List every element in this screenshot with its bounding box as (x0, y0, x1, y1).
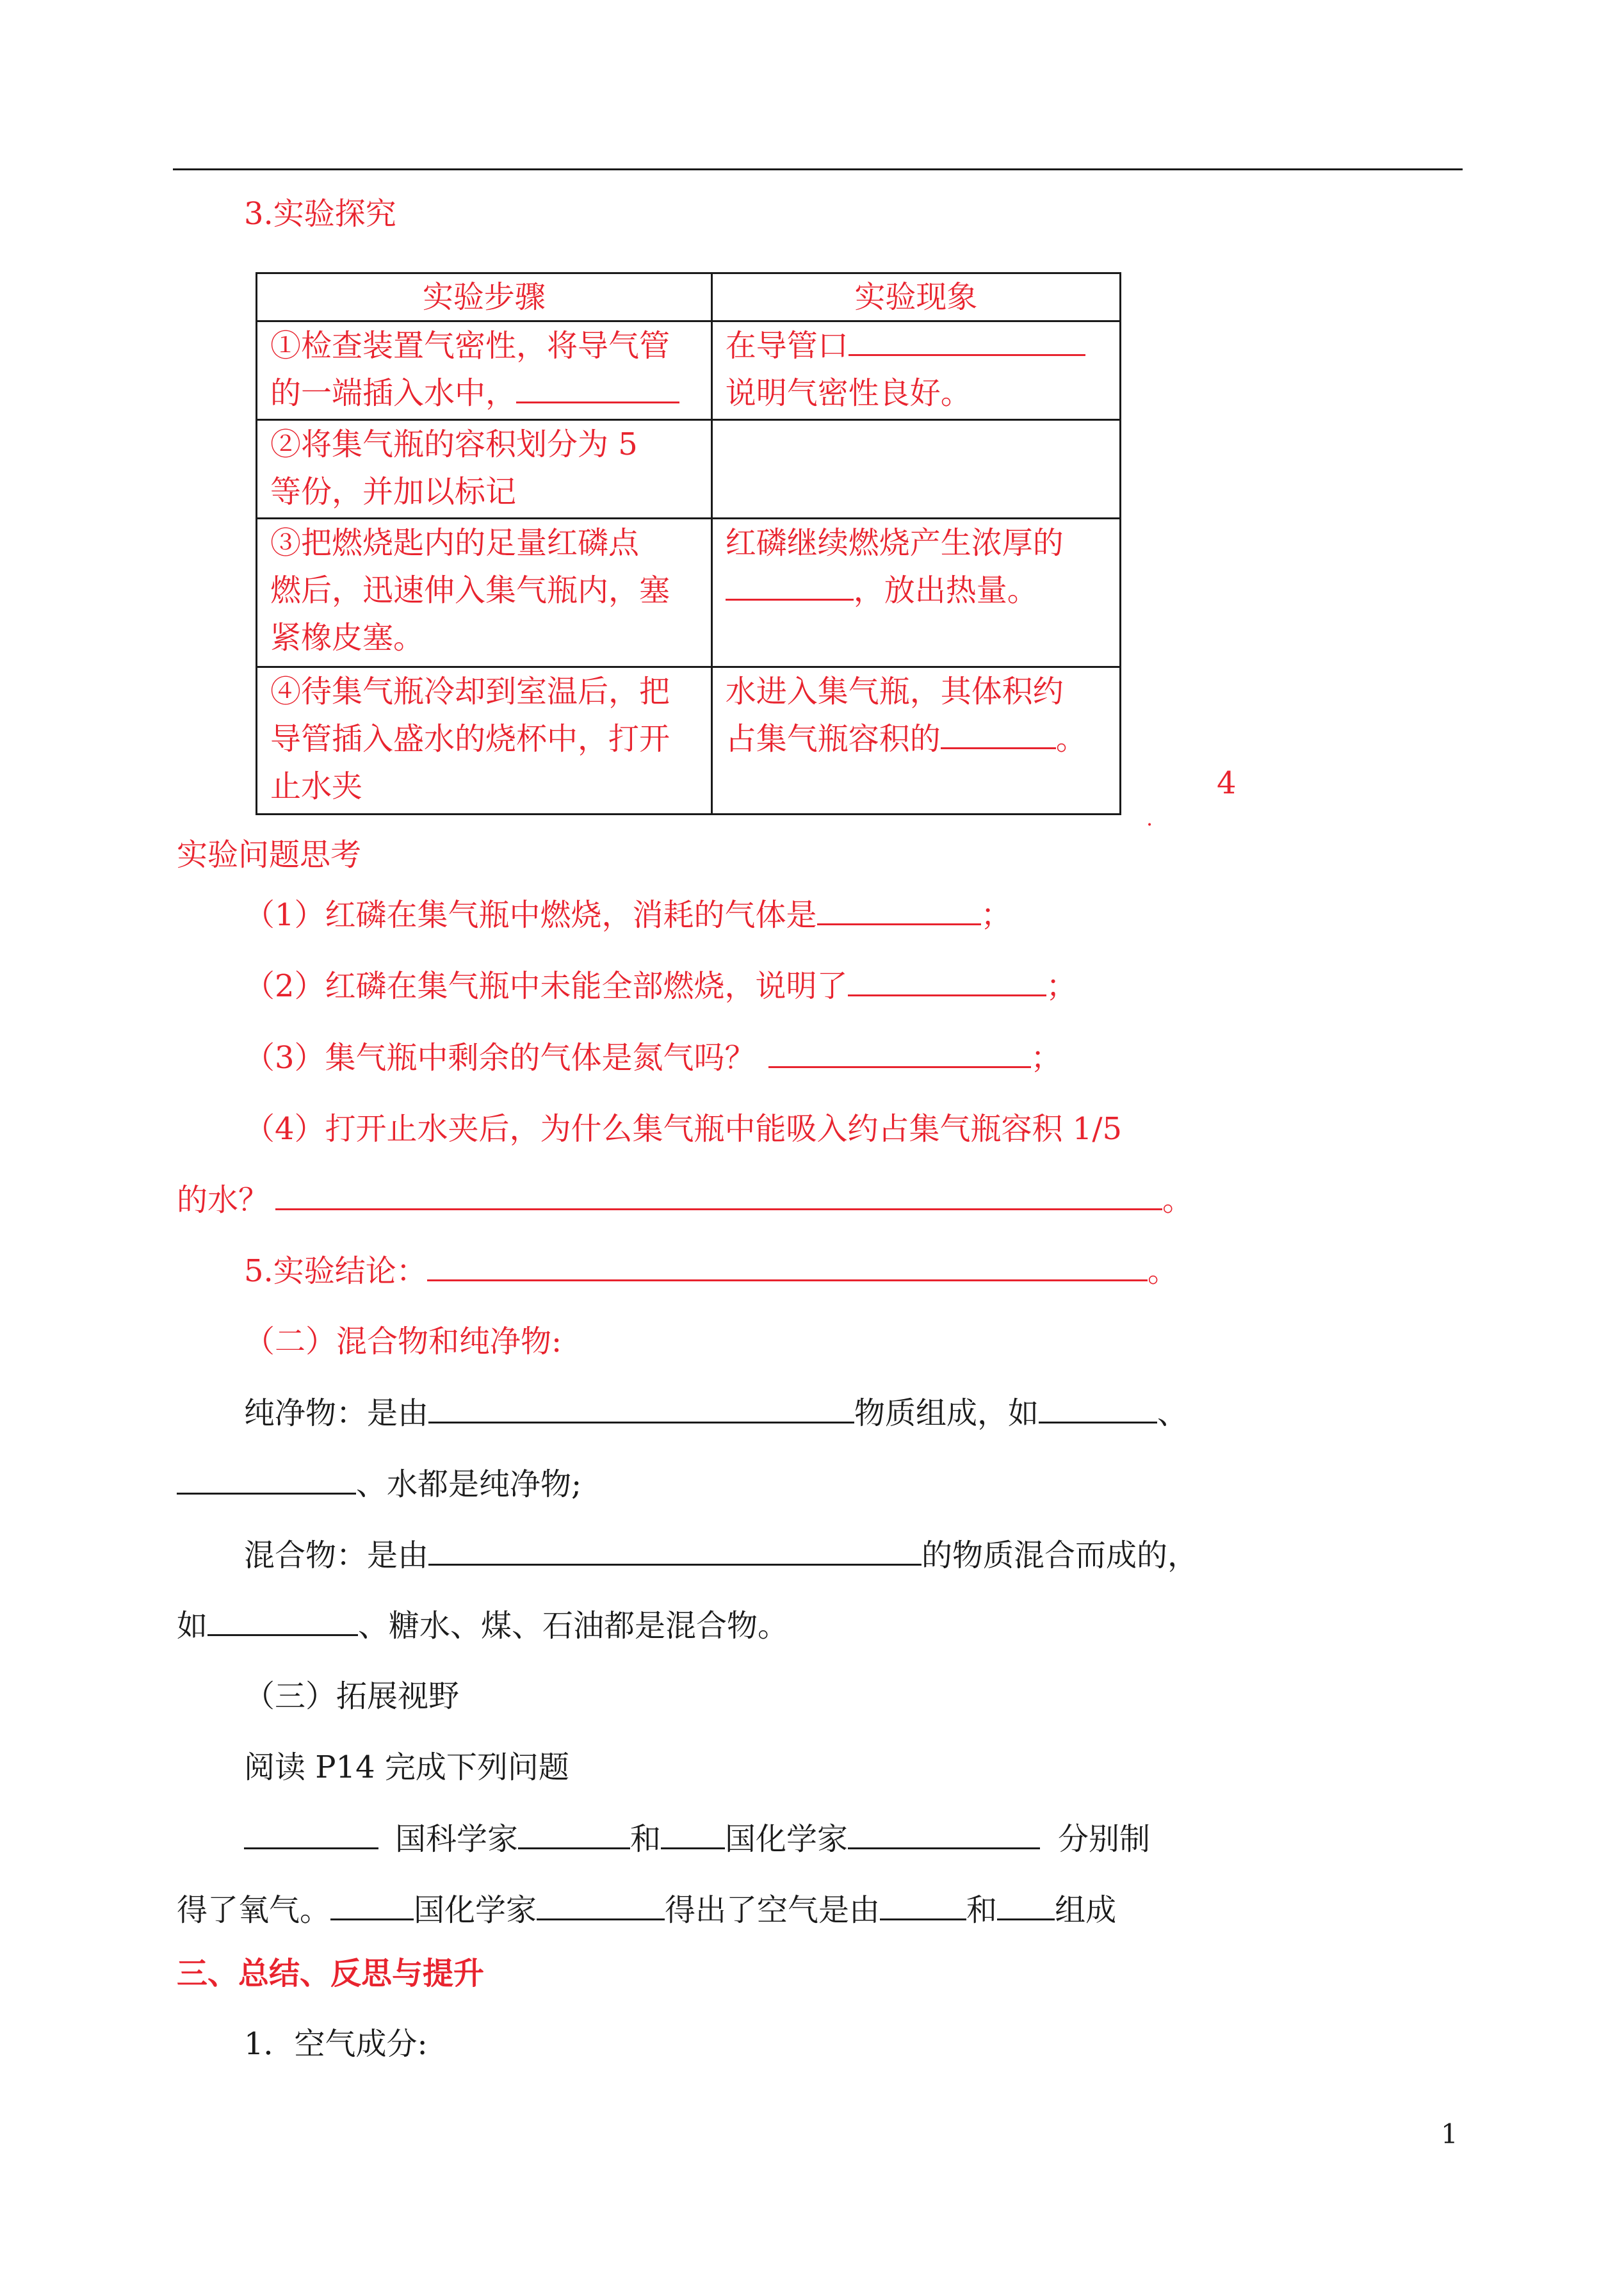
pure-text: 纯净物：是由 (244, 1395, 429, 1431)
answer-blank[interactable] (275, 1180, 1162, 1210)
header-rule (173, 168, 1463, 170)
answer-blank[interactable] (880, 1890, 966, 1920)
step-line-with-blank (270, 369, 698, 417)
step-line: 等份，并加以标记 (270, 474, 517, 510)
result-cell (711, 667, 1120, 815)
step-line: ①检查装置气密性，将导气管 (270, 328, 670, 364)
history-text: 得了氧气。 (177, 1892, 331, 1928)
answer-blank[interactable] (330, 1890, 414, 1920)
punct: 。 (1147, 1253, 1178, 1289)
answer-blank[interactable] (537, 1890, 665, 1920)
question-1 (244, 895, 1012, 934)
part2-heading: （二）混合物和纯净物: (244, 1324, 562, 1359)
mixture-text: 的物质混合而成的， (922, 1537, 1199, 1573)
step-cell (257, 321, 712, 420)
step-cell (257, 667, 712, 815)
answer-blank[interactable] (1039, 1393, 1157, 1423)
question-text: 的水？ (177, 1182, 270, 1218)
summary-heading: 三、总结、反思与提升 (177, 1956, 485, 1991)
answer-blank[interactable] (518, 1819, 630, 1849)
question-4-line1: （4）打开止水夹后，为什么集气瓶中能吸入约占集气瓶容积 1/5 (244, 1111, 1123, 1147)
result-line: 占集气瓶容积的 (725, 721, 941, 757)
result-cell (711, 519, 1120, 667)
section-heading-experiment: 3.实验探究 (244, 196, 396, 232)
page-number: 1 (1441, 2118, 1458, 2150)
answer-blank[interactable] (849, 326, 1085, 356)
history-text: 和 (966, 1892, 998, 1928)
answer-blank[interactable] (661, 1819, 725, 1849)
mixture-text: 混合物：是由 (244, 1537, 429, 1573)
step-line: 紧橡皮塞。 (270, 620, 425, 656)
step-line: ②将集气瓶的容积划分为 5 (270, 426, 638, 462)
result-line-with-blank (726, 322, 1107, 369)
step-line: 止水夹 (270, 768, 363, 804)
answer-blank[interactable] (207, 1606, 358, 1636)
step-line: ③把燃烧匙内的足量红磷点 (270, 525, 640, 561)
result-line-with-blank (726, 567, 1107, 614)
question-4-line2 (177, 1180, 1193, 1219)
question-2 (244, 966, 1077, 1005)
answer-blank[interactable] (428, 1393, 854, 1423)
stray-number: 4 (1217, 765, 1237, 801)
table-row (257, 420, 1121, 519)
answer-blank[interactable] (177, 1464, 356, 1495)
step-cell (257, 420, 712, 519)
answer-blank[interactable] (244, 1819, 378, 1849)
table-row (257, 321, 1121, 420)
reading-instruction: 阅读 P14 完成下列问题 (244, 1749, 569, 1785)
result-cell (711, 321, 1120, 420)
result-line: ，放出热量。 (853, 572, 1038, 608)
result-cell (711, 420, 1120, 519)
history-text: 组成 (1055, 1892, 1117, 1928)
step-line: ④待集气瓶冷却到室温后，把 (270, 674, 670, 710)
question-text: （3）集气瓶中剩余的气体是氮气吗？ (244, 1040, 756, 1076)
pure-substance-line2 (177, 1464, 581, 1504)
table-header-row (257, 273, 1121, 321)
step-line: 的一端插入水中， (270, 375, 517, 411)
question-text: （1）红磷在集气瓶中燃烧，消耗的气体是 (244, 897, 817, 933)
table-row (257, 519, 1121, 667)
answer-blank[interactable] (817, 895, 981, 925)
answer-blank[interactable] (941, 719, 1056, 749)
punct: 。 (1162, 1182, 1194, 1218)
conclusion-label: 5.实验结论： (244, 1253, 427, 1289)
table-row (257, 667, 1121, 815)
part3-heading: （三）拓展视野 (244, 1678, 460, 1714)
answer-blank[interactable] (768, 1038, 1031, 1068)
question-3 (244, 1038, 1062, 1077)
pure-text: 、水都是纯净物; (356, 1466, 582, 1502)
answer-blank[interactable] (848, 966, 1046, 996)
header-phenomena: 实验现象 (711, 273, 1120, 321)
answer-blank[interactable] (848, 1819, 1040, 1849)
result-line: 在导管口 (725, 328, 849, 364)
header-steps: 实验步骤 (257, 273, 712, 321)
history-line1 (244, 1819, 1150, 1858)
result-line-end: 。 (1055, 721, 1087, 757)
step-cell (257, 519, 712, 667)
step-line: 导管插入盛水的烧杯中，打开 (270, 721, 670, 757)
pure-text: 物质组成，如 (854, 1395, 1039, 1431)
result-line: 说明气密性良好。 (725, 375, 971, 411)
history-text: 分别制 (1058, 1821, 1151, 1857)
questions-heading: 实验问题思考 (177, 837, 362, 873)
history-text: 得出了空气是由 (665, 1892, 881, 1928)
result-line-with-blank (726, 715, 1107, 763)
mixture-line1 (244, 1536, 1198, 1575)
mixture-text: 如 (177, 1608, 208, 1644)
punct: ； (1030, 1040, 1062, 1076)
history-line2 (177, 1890, 1116, 1929)
conclusion-line (244, 1251, 1178, 1290)
mixture-text: 、糖水、煤、石油都是混合物。 (358, 1608, 789, 1644)
stray-dot: . (1146, 806, 1153, 831)
punct: 、 (1157, 1395, 1189, 1431)
answer-blank[interactable] (428, 1536, 922, 1566)
punct: ； (1046, 968, 1077, 1004)
step-line: 燃后，迅速伸入集气瓶内，塞 (270, 572, 670, 608)
summary-item-1: 1．空气成分: (244, 2026, 428, 2062)
history-text: 国科学家 (395, 1821, 519, 1857)
result-line: 红磷继续燃烧产生浓厚的 (725, 525, 1064, 561)
history-text: 和 (630, 1821, 662, 1857)
experiment-table (256, 272, 1121, 815)
pure-substance-line1 (244, 1393, 1188, 1432)
question-text: （2）红磷在集气瓶中未能全部燃烧，说明了 (244, 968, 848, 1004)
answer-blank[interactable] (427, 1251, 1148, 1281)
history-text: 国化学家 (414, 1892, 537, 1928)
answer-blank[interactable] (997, 1890, 1055, 1920)
history-text: 国化学家 (725, 1821, 849, 1857)
punct: ； (980, 897, 1012, 933)
result-line: 水进入集气瓶，其体积约 (725, 674, 1064, 710)
answer-blank[interactable] (516, 373, 679, 403)
mixture-line2 (177, 1606, 788, 1645)
answer-blank[interactable] (726, 571, 854, 601)
